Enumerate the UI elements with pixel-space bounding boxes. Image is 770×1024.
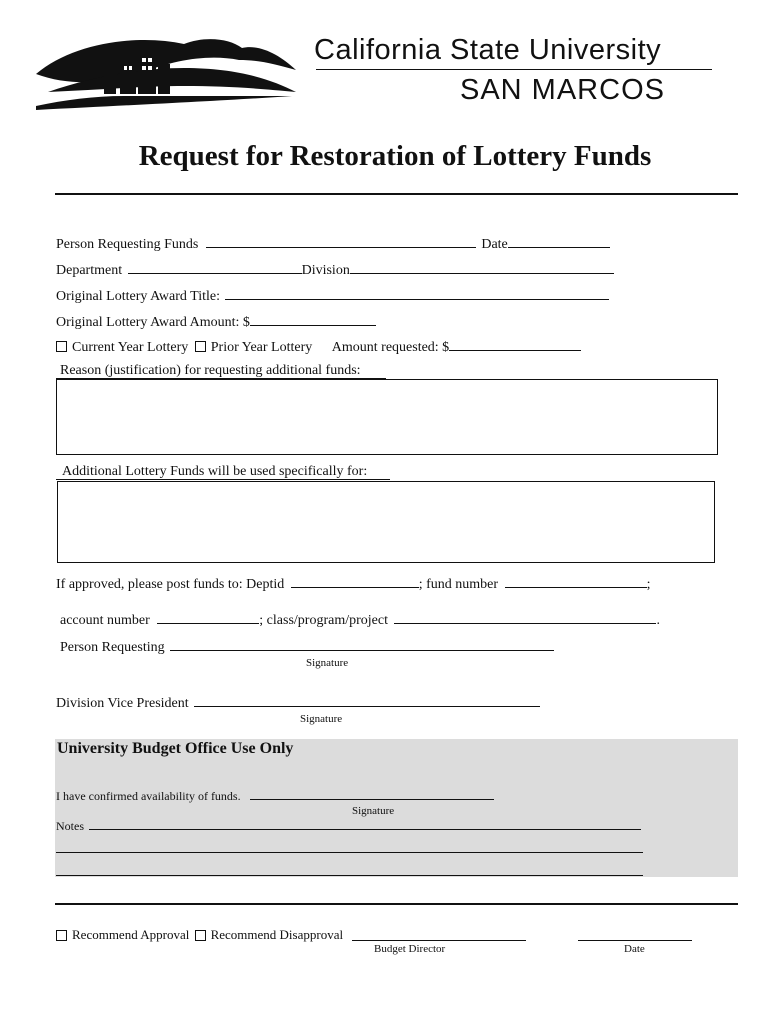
recommend-approval-checkbox[interactable] — [56, 930, 67, 941]
reason-textarea[interactable] — [56, 379, 718, 455]
reason-label: Reason (justification) for requesting additional funds: — [60, 363, 361, 378]
department-row — [56, 261, 614, 279]
university-logo — [34, 30, 304, 112]
additional-use-rule — [56, 479, 390, 480]
award-amount-row — [56, 313, 376, 331]
amount-requested-field[interactable] — [449, 338, 581, 351]
notes-field-3[interactable] — [56, 875, 643, 876]
notes-field-1[interactable] — [89, 819, 641, 830]
footer-date-field[interactable] — [578, 940, 692, 941]
additional-use-label: Additional Lottery Funds will be used specifically for: — [62, 464, 368, 479]
additional-use-textarea[interactable] — [57, 481, 715, 563]
title-divider — [55, 193, 738, 195]
lottery-year-row — [56, 338, 581, 356]
person-signature-field[interactable] — [170, 638, 554, 651]
recommend-disapproval-checkbox[interactable] — [195, 930, 206, 941]
footer-divider — [55, 903, 738, 905]
account-number-label: account number — [60, 613, 150, 628]
notes-row — [56, 819, 641, 834]
prior-year-label: Prior Year Lottery — [210, 340, 313, 355]
fund-number-field[interactable] — [505, 575, 647, 588]
budget-office-heading: University Budget Office Use Only — [57, 740, 294, 757]
confirm-signature-field[interactable] — [250, 789, 494, 800]
award-amount-field[interactable] — [250, 313, 376, 326]
person-signature-row — [60, 638, 554, 656]
date-label: Date — [481, 237, 508, 252]
current-year-label: Current Year Lottery — [72, 340, 189, 355]
notes-field-2[interactable] — [56, 852, 643, 853]
division-label: Division — [301, 263, 350, 278]
dvp-label: Division Vice President — [56, 696, 189, 711]
mountain-logo-icon — [34, 30, 304, 112]
department-field[interactable] — [128, 261, 302, 274]
award-title-field[interactable] — [225, 287, 609, 300]
award-title-row — [56, 287, 609, 305]
budget-director-signature-field[interactable] — [352, 940, 526, 941]
current-year-checkbox[interactable] — [56, 341, 67, 352]
university-name-rule — [316, 69, 712, 70]
recommend-approval-label: Recommend Approval — [72, 927, 190, 942]
division-field[interactable] — [350, 261, 614, 274]
deptid-field[interactable] — [291, 575, 419, 588]
budget-office-section — [55, 739, 738, 877]
award-title-label: Original Lottery Award Title: — [56, 289, 220, 304]
confirm-row — [56, 789, 494, 804]
page-title: Request for Restoration of Lottery Funds — [138, 140, 652, 172]
university-name: California State University — [314, 34, 662, 66]
person-requesting-label: Person Requesting Funds — [56, 237, 199, 252]
date-field[interactable] — [508, 235, 610, 248]
recommend-row — [56, 927, 343, 943]
account-number-field[interactable] — [157, 611, 259, 624]
budget-director-caption: Budget Director — [374, 943, 446, 955]
fund-number-label: ; fund number — [418, 577, 499, 592]
dvp-signature-field[interactable] — [194, 694, 540, 707]
post-funds-row: If approved, please post funds to: Deptid ; fund number ; — [56, 577, 651, 592]
prior-year-checkbox[interactable] — [195, 341, 206, 352]
person-requesting-field[interactable] — [206, 235, 476, 248]
class-program-label: ; class/program/project — [259, 613, 388, 628]
amount-requested-label: Amount requested: $ — [331, 340, 450, 355]
class-program-field[interactable] — [394, 611, 656, 624]
person-requesting-row — [56, 235, 610, 253]
deptid-label: If approved, please post funds to: Deptid — [56, 577, 285, 592]
person-requesting-sig-label: Person Requesting — [60, 640, 165, 655]
person-signature-caption: Signature — [306, 657, 349, 669]
campus-name: SAN MARCOS — [460, 74, 665, 106]
confirm-signature-caption: Signature — [352, 805, 395, 817]
dvp-row — [56, 694, 540, 712]
confirm-label: I have confirmed availability of funds. — [56, 789, 241, 803]
dvp-signature-caption: Signature — [300, 713, 343, 725]
notes-label: Notes — [56, 819, 84, 833]
footer-date-caption: Date — [624, 943, 645, 955]
account-row: account number ; class/program/project . — [60, 613, 660, 628]
recommend-disapproval-label: Recommend Disapproval — [210, 927, 344, 942]
department-label: Department — [56, 263, 123, 278]
award-amount-label: Original Lottery Award Amount: $ — [56, 315, 250, 330]
